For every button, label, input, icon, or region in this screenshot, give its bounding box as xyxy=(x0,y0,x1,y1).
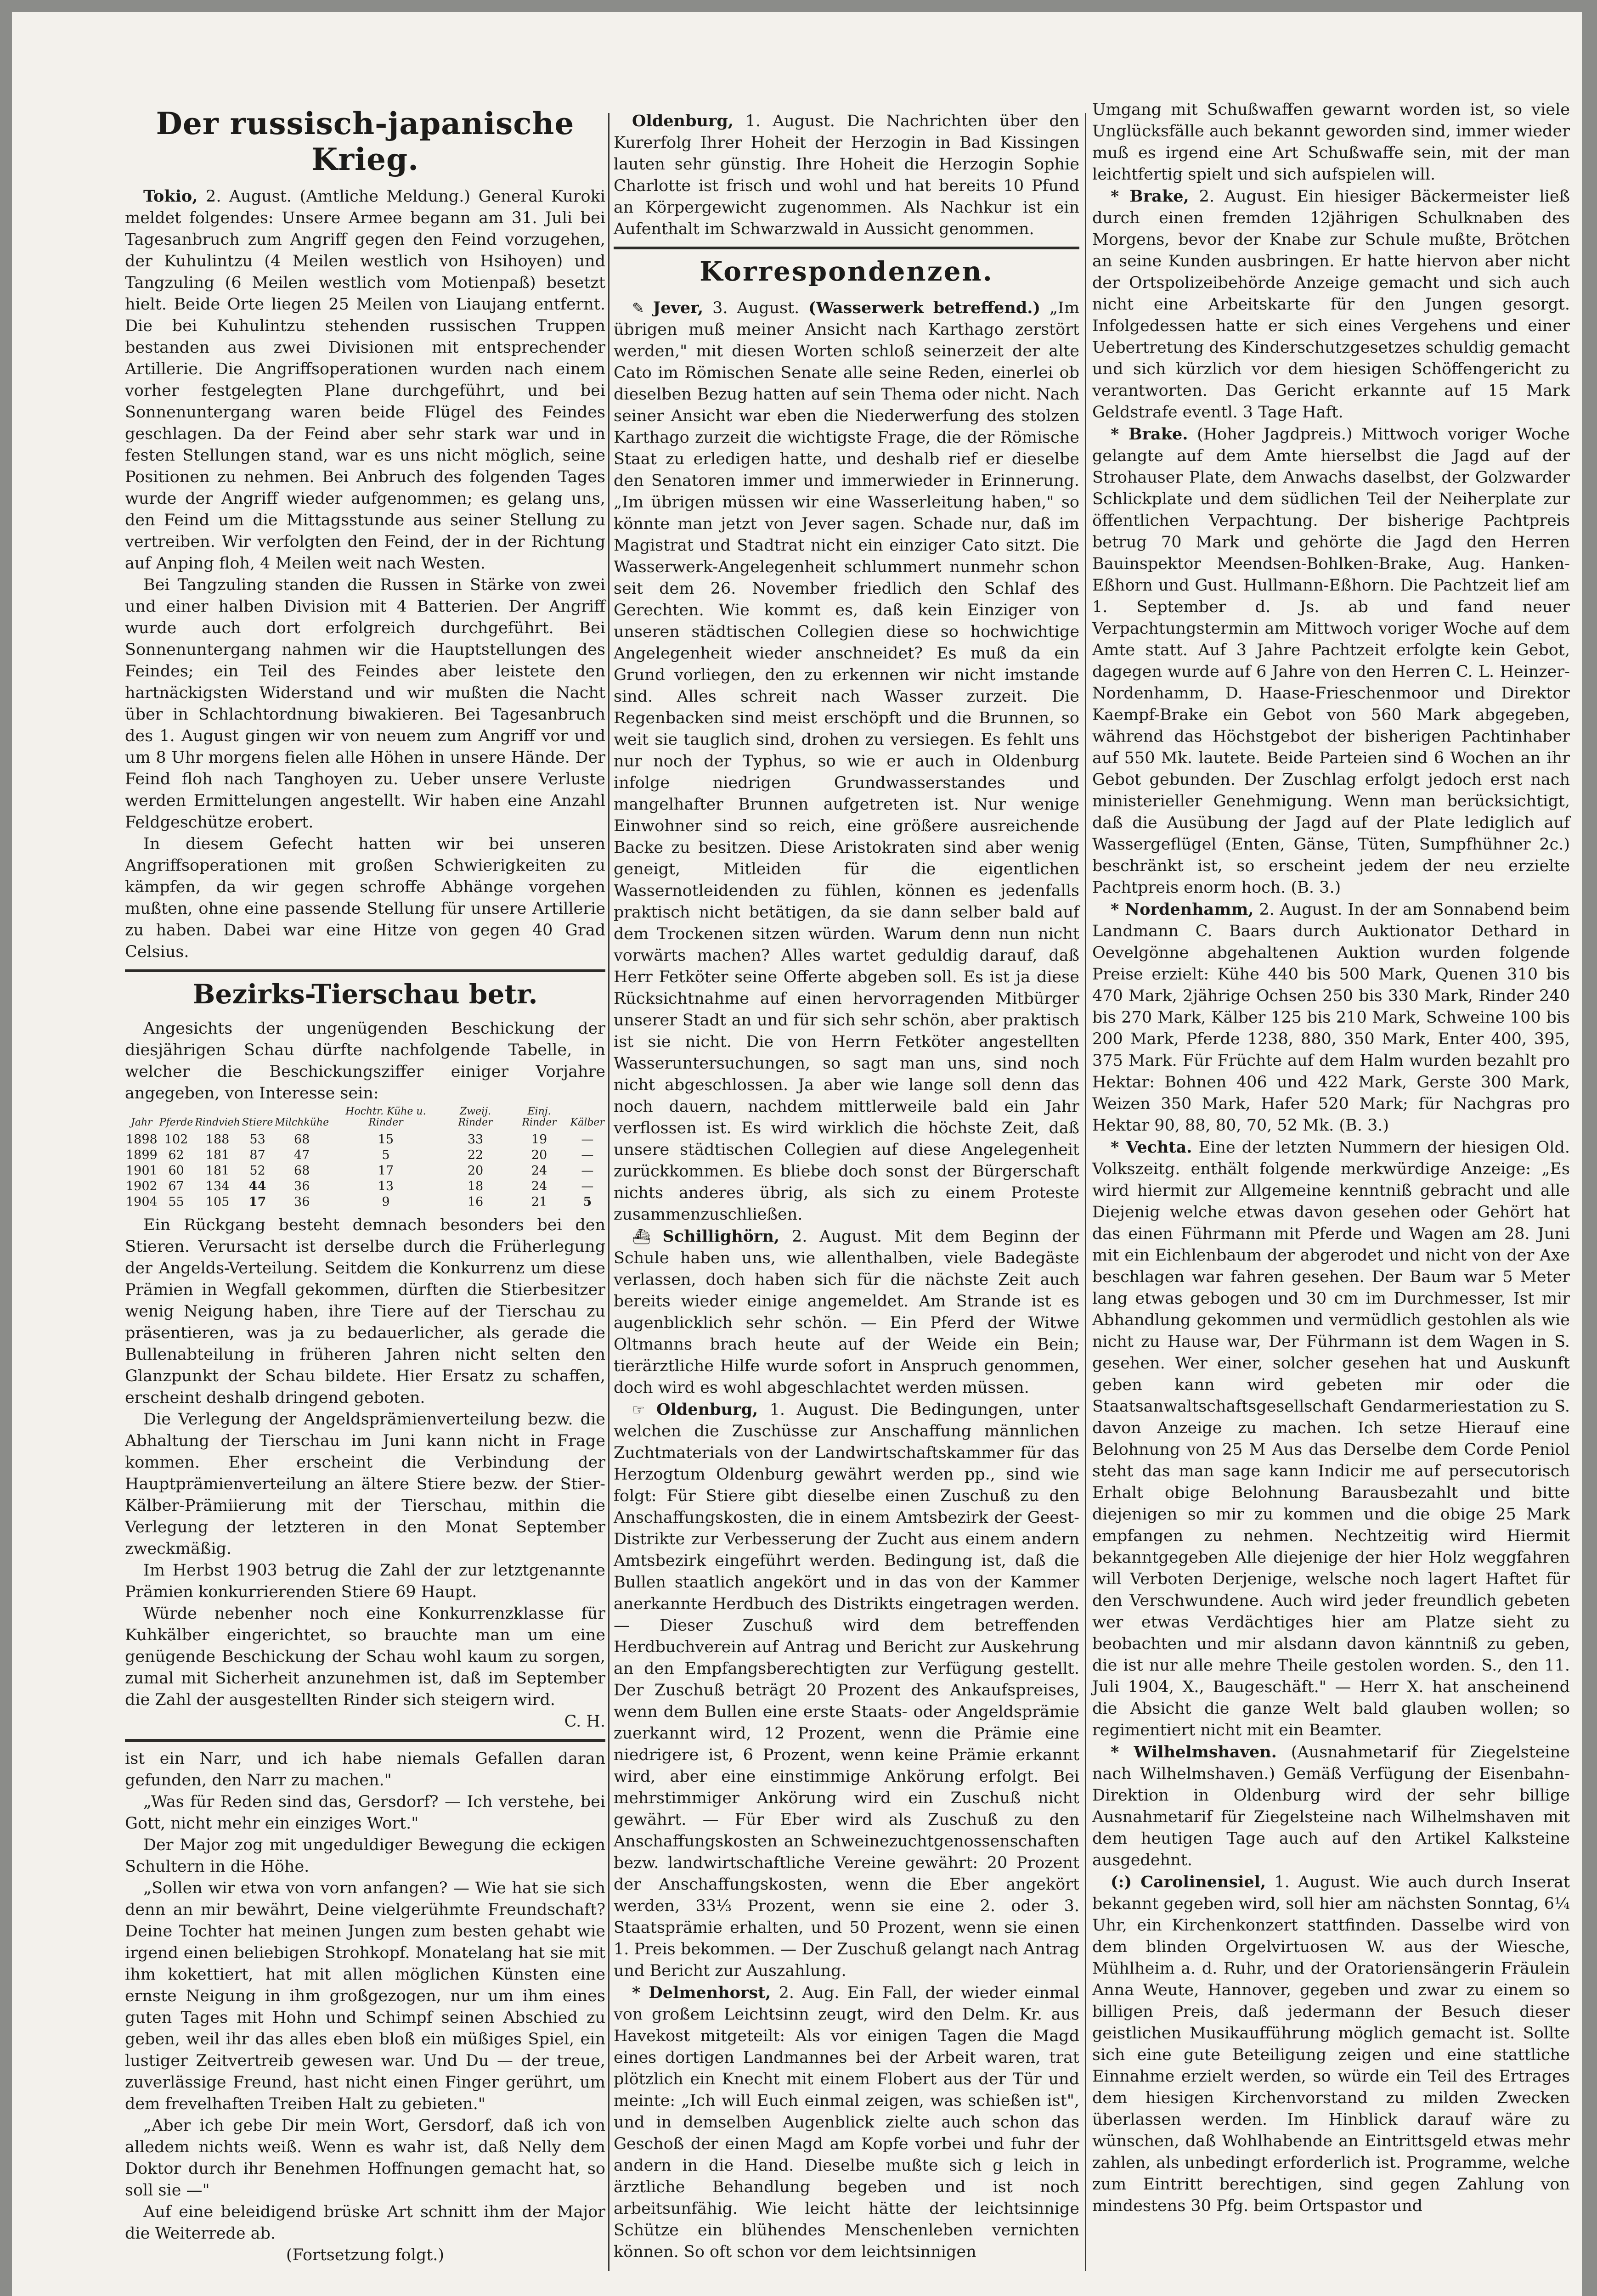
continuation-note: (Fortsetzung folgt.) xyxy=(286,2246,445,2264)
table-row: 1899 62 181 87 47 5 22 20 — xyxy=(126,1148,594,1162)
dateline: (:) Carolinensiel, xyxy=(1111,1873,1266,1891)
paragraph: „Aber ich gebe Dir mein Wort, Gersdorf, daß ich von alledem nichts weiß. Wenn es wahr ist, daß Nelly dem Doktor durch ihr Benehmen Hoffnungen gemacht hat, so soll sie —" xyxy=(125,2116,605,2200)
pointing-hand-icon: ☞ xyxy=(632,1401,657,1418)
column-header: Zweij. Rinder xyxy=(458,1106,493,1128)
paragraph: ☞ Oldenburg, 1. August. Die Bedingungen, unter welchen die Zuschüsse zur Anschaffung männlichen Zuchtmaterials von der Landwirtschaftskammer für das Herzogtum Oldenburg gewährt werden pp., sind wie folgt: Für Stiere gibt dieselbe einen Zuschuß zu den Anschaffungskosten, die in einem Amtsbezirk der Geest-Distrikte zur Verbesserung der Zucht aus einem andern Amtsbezirk eingeführt werden. Bedingung ist, daß die Bullen staatlich angekört und in das von der Kammer anerkannte Herdbuch des Distrikts eingetragen werden. — Dieser Zuschuß wird dem betreffenden Herdbuchverein auf Antrag und Bericht zur Auskehrung an den Empfangsberechtigten zur Verfügung gestellt. Der Zuschuß beträgt 20 Prozent des Ankaufspreises, wenn dem Bullen eine erste Staats- oder Angeldsprämie zuerkannt wird, 12 Prozent, wenn die Prämie eine niedrigere ist, 6 Prozent, wenn keine Prämie erkannt wird, aber eine einstimmige Ankörung erfolgt. Bei mehrstimmiger Ankörung wird ein Zuschuß nicht gewährt. — Für Eber wird als Zuschuß zu den Anschaffungskosten an Schweinezuchtgenossenschaften bezw. landwirtschaftliche Vereine gewährt: 20 Prozent der Anschaffungskosten, wenn die Eber angekört werden, 33⅓ Prozent, wenn sie eine 2. oder 3. Staatsprämie erhalten, und 50 Prozent, wenn sie einen 1. Preis bekommen. — Der Zuschuß gelangt nach Antrag und Bericht zur Auszahlung. xyxy=(614,1400,1080,1980)
dateline: Oldenburg, xyxy=(656,1400,758,1419)
show-title: Bezirks-Tierschau betr. xyxy=(192,979,538,1010)
livestock-table xyxy=(125,1106,605,1210)
column-header: Pferde xyxy=(159,1117,193,1128)
paragraph: (:) Carolinensiel, 1. August. Wie auch durch Inserat bekannt gegeben wird, soll hier am nächsten Sonntag, 6¼ Uhr, ein Kirchenkonzert stattfinden. Dasselbe wird von dem blinden Orgelvirtuosen W. aus der Wiesche, Mühlheim a. d. Ruhr, und der Oratoriensängerin Fräulein Anna Weute, Hannover, gegeben und zwar zu einem so billigen Preis, daß jedermann der Besuch dieser geistlichen Musikaufführung möglich gemacht ist. Sollte sich eine gute Beteiligung zeigen und eine stattliche Einnahme erzielt werden, so würde ein Teil des Ertrages dem hiesigen Kirchenvorstand zu milden Zwecken überlassen werden. Im Hinblick darauf wäre zu wünschen, daß Wohlhabende an Eintrittsgeld etwas mehr zahlen, als unbedingt erforderlich ist. Programme, welche zum Eintritt berechtigen, sind gegen Zahlung von mindestens 30 Pfg. beim Ortspastor und xyxy=(1092,1873,1570,2215)
section-rule xyxy=(125,969,605,972)
paragraph: * Brake, 2. August. Ein hiesiger Bäckermeister ließ durch einen fremden 12jährigen Schulknaben des Morgens, bevor der Knabe zur Schule mußte, Brötchen an seine Kunden ausbringen. Er hatte hiervon aber nicht der Ortspolizeibehörde Anzeige gemacht und sich auch nicht eine Arbeitskarte für den Jungen gesorgt. Infolgedessen hatte er sich eines Vergehens und einer Uebertretung des Kinderschutzgesetzes schuldig gemacht und sich kürzlich vor dem hiesigen Schöffengericht zu verantworten. Das Gericht erkannte auf 15 Mark Geldstrafe eventl. 3 Tage Haft. xyxy=(1092,187,1570,422)
column-2 xyxy=(614,99,1079,2263)
paragraph: Oldenburg, 1. August. Die Nachrichten über den Kurerfolg Ihrer Hoheit der Herzogin in Bad Kissingen lauten sehr günstig. Ihre Hoheit die Herzogin Sophie Charlotte ist frisch und wohl und hat bereits 10 Pfund an Körpergewicht zugenommen. Als Nachkur ist ein Aufenthalt im Schwarzwald in Aussicht genommen. xyxy=(614,112,1079,238)
paragraph: Auf eine beleidigend brüske Art schnitt ihm der Major die Weiterrede ab. xyxy=(125,2203,605,2243)
paragraph: In diesem Gefecht hatten wir bei unseren Angriffsoperationen mit großen Schwierigkeiten zu kämpfen, da wir gegen schroffe Abhänge vorgehen mußten, ohne eine passende Stellung für unsere Artillerie zu haben. Dabei war eine Hitze von gegen 40 Grad Celsius. xyxy=(125,835,605,961)
column-header: Milchkühe xyxy=(275,1117,329,1128)
paragraph: Tokio, 2. August. (Amtliche Meldung.) General Kuroki meldet folgendes: Unsere Armee begann am 31. Juli bei Tagesanbruch zum Angriff gegen den Feind vorzugehen, der Kuhulintzu (4 Meilen westlich von Hsihoyen) und Tangzuling (6 Meilen westlich vom Motienpaß) besetzt hielt. Beide Orte liegen 25 Meilen von Liaujang entfernt. Die bei Kuhulintzu stehenden russischen Truppen bestanden aus zwei Divisionen mit entsprechender Artillerie. Die Angriffsoperationen wurden nach einem vorher festgelegten Plane durchgeführt, und bei Sonnenuntergang waren beide Flügel des Feindes geschlagen. Da der Feind aber sehr stark war und in festen Stellungen stand, war es uns nicht möglich, seine Positionen zu nehmen. Bei Anbruch des folgenden Tages wurde der Angriff wieder aufgenommen; es gelang uns, den Feind um die Mittagsstunde aus seiner Stellung zu vertreiben. Wir verfolgten den Feind, der in der Richtung auf Anping floh, 4 Meilen weit nach Westen. xyxy=(125,187,605,573)
dateline: * Vechta. xyxy=(1111,1138,1192,1157)
column-1 xyxy=(125,99,605,2266)
paragraph: * Delmenhorst, 2. Aug. Ein Fall, der wieder einmal von großem Leichtsinn zeugt, wird den Delm. Kr. aus Havekost mitgeteilt: Als vor einigen Tagen die Magd eines dortigen Landmannes bei der Arbeit waren, trat plötzlich ein Knecht mit einem Flobert aus der Tür und meinte: „Ich will Euch einmal zeigen, was schießen ist", und in demselben Augenblick zielte auch schon das Geschoß der einen Magd am Kopfe vorbei und fuhr der andern in die Hand. Dieselbe mußte sich g leich in ärztliche Behandlung begeben und ist noch arbeitsunfähig. Wie leicht hätte der leichtsinnige Schütze ein blühendes Menschenleben vernichten können. So oft schon vor dem leichtsinnigen xyxy=(614,1983,1079,2261)
paragraph: Würde nebenher noch eine Konkurrenzklasse für Kuhkälber eingerichtet, so brauchte man um eine genügende Beschickung der Schau wohl kaum zu sorgen, zumal mit Sicherheit anzunehmen ist, daß im September die Zahl der ausgestellten Rinder sich steigern wird. xyxy=(125,1604,605,1709)
table-row: 1904 55 105 17 36 9 16 21 5 xyxy=(126,1195,592,1209)
dateline: Schillighörn, xyxy=(662,1227,780,1246)
newspaper-page xyxy=(12,12,1582,2296)
dateline: Tokio, xyxy=(143,187,198,206)
author-signature: C. H. xyxy=(564,1712,605,1731)
war-title: Der russisch-japanische Krieg. xyxy=(156,106,575,177)
column-rule xyxy=(608,113,609,2271)
dateline: Jever, xyxy=(653,298,704,317)
paragraph: Bei Tangzuling standen die Russen in Stärke von zwei und einer halben Division mit 4 Batterien. Der Angriff wurde auch dort erfolgreich durchgeführt. Bei Sonnenuntergang nahmen wir die Hauptstellungen des Feindes; ein Teil des Feindes aber leistete den hartnäckigsten Widerstand und wir mußten die Nacht über in Schlachtordnung biwakieren. Bei Tagesanbruch des 1. August gingen wir von neuem zum Angriff vor und um 8 Uhr morgens fielen alle Höhen in unsere Hände. Der Feind floh nach Tanghoyen zu. Ueber unsere Verluste werden Ermittelungen angestellt. Wir haben eine Anzahl Feldgeschütze erobert. xyxy=(125,576,605,832)
table-row: 1898 102 188 53 68 15 33 19 — xyxy=(126,1132,594,1147)
paragraph: Der Major zog mit ungeduldiger Bewegung die eckigen Schultern in die Höhe. xyxy=(125,1836,605,1876)
paragraph: * Vechta. Eine der letzten Nummern der hiesigen Old. Volkszeitg. enthält folgende merkwürdige Anzeige: „Es wird hiermit zur Allgemeine kenntniß gebracht und alle Diejenig welche etwas davon gesehen oder Gehört hat das einen Führmann mit Pferde und Wagen am 28. Juni mit ein Eichlenbaum der abgerodet und nicht von der Axe beschlagen war fahren gesehen. Der Baum war 5 Meter lang etwas gebogen und 30 cm im Durchmesser, Ist mir Abhandlung gekommen und vermüdlich gestohlen als wie nicht zu Hause war, Der Führmann ist dem Wagen in S. gesehen. Wer einer, solcher gesehen hat und Auskunft geben kann wird gebeten mir oder die Staatsanwaltschaftsgesellschaft Gendarmeriestation zu S. davon Anzeige zu machen. Ich setze Hierauf eine Belohnung von 25 M Aus das Derselbe dem Corde Peniol steht das man sage kann Indicir me auf persecutorisch Erhalt obige Belohnung Barausbezahlt und bitte diejenigen so mir zu kommen und die obige 25 Mark empfangen zu nehmen. Nechtzeitig wird Hiermit bekanntgegeben Alle diejenige der hier Holz weggfahren will Verboten Derjenige, welsche noch lagert Haftet für den Verschwundene. Auch wird jeder freundlich gebeten wer etwas Verdächtiges hier am Platze sieht zu beobachten und mir alsdann davon känntniß zu geben, die ist nur alle mehre Theile gestolen worden. S., den 11. Juli 1904, X., Baugeschäft." — Herr X. hat anscheinend die Absicht die ganze Welt bald glauben wollen; so regimentiert nicht mit ein Beamter. xyxy=(1092,1138,1570,1739)
dateline: * Nordenhamm, xyxy=(1111,900,1254,919)
column-rule xyxy=(1085,113,1086,2271)
ship-icon: ⛴ xyxy=(632,1228,663,1245)
column-3 xyxy=(1092,99,1570,2217)
paragraph: „Sollen wir etwa von vorn anfangen? — Wie hat sie sich denn an mir bewährt, Deine vielgerühmte Freundschaft? Deine Tochter hat meinen Jungen zum besten gehabt wie irgend einen beliebigen Strohkopf. Monatelang hat sie mit ihm kokettiert, hat mit allen möglichen Künsten eine ernste Neigung in ihm großgezogen, nur um ihm eines guten Tages mit Hohn und Schimpf seinen Abschied zu geben, weil ihr das alles eben bloß ein müßiges Spiel, ein lustiger Zeitvertreib gewesen war. Und Du — der treue, zuverlässige Freund, hast nicht einen Finger gerührt, um dem frevelhaften Treiben Halt zu gebieten." xyxy=(125,1879,605,2113)
paragraph: Umgang mit Schußwaffen gewarnt worden ist, so viele Unglücksfälle auch bekannt geworden sind, immer wieder muß es irgend eine Art Schußwaffe sein, mit der man leichtfertig spielt und sich aufspielen will. xyxy=(1092,101,1570,184)
column-header: Kälber xyxy=(570,1117,604,1128)
section-rule xyxy=(125,1739,605,1742)
column-header: Jahr xyxy=(131,1117,152,1128)
paragraph: ⛴ Schillighörn, 2. August. Mit dem Beginn der Schule haben uns, wie allenthalben, viele Badegäste verlassen, doch haben sich für die nächste Zeit auch bereits wieder einige angemeldet. Am Strande ist es augenblicklich sehr schön. — Ein Pferd der Witwe Oltmanns brach heute auf der Weide ein Bein; tierärztliche Hilfe wurde sofort in Anspruch genommen, doch wird es wohl abgeschlachtet werden müssen. xyxy=(614,1227,1079,1397)
dateline: * Brake. xyxy=(1111,425,1188,444)
paragraph: * Wilhelmshaven. (Ausnahmetarif für Ziegelsteine nach Wilhelmshaven.) Gemäß Verfügung der Eisenbahn-Direktion in Oldenburg wird der sehr billige Ausnahmetarif für Ziegelsteine nach Wilhelmshaven mit dem heutigen Tage auch auf den Artikel Kalksteine ausgedehnt. xyxy=(1092,1743,1570,1869)
dateline: * Brake, xyxy=(1111,187,1189,206)
paragraph: Im Herbst 1903 betrug die Zahl der zur letztgenannte Prämien konkurrierenden Stiere 69 Haupt. xyxy=(125,1561,605,1601)
section-rule xyxy=(614,247,1079,249)
paragraph: ✎ Jever, 3. August. (Wasserwerk betreffend.) „Im übrigen muß meiner Ansicht nach Karthago zerstört werden," mit diesen Worten schloß seinerzeit der alte Cato im Römischen Senate alle seine Reden, einerlei ob dieselben Bezug hatten auf sein Thema oder nicht. Nach seiner Ansicht war eben die Niederwerfung des stolzen Karthago zurzeit die wichtigste Frage, die der Römische Staat zu erledigen hatte, und deshalb rief er dieselbe den Senatoren immer und immerwieder in Erinnerung. „Im übrigen müssen wir eine Wasserleitung haben," so könnte man jetzt von Jever sagen. Schade nur, daß im Magistrat und Stadtrat nicht ein einziger Cato sitzt. Die Wasserwerk-Angelegenheit schlummert nunmehr schon seit dem 26. November friedlich den Schlaf des Gerechten. Wie kommt es, daß kein Einziger von unseren städtischen Collegien diese so hochwichtige Angelegenheit wieder anschneidet? Es muß da ein Grund vorliegen, den zu erkennen wir nicht imstande sind. Alles schreit nach Wasser zurzeit. Die Regenbacken sind meist erschöpft und die Brunnen, so weit sie tauglich sind, drohen zu versiegen. Es fehlt uns nur noch der Typhus, so wie er auch in Oldenburg infolge niedrigen Grundwasserstandes und mangelhafter Brunnen aufgetreten ist. Nur wenige Einwohner sind so reich, eine größere ausreichende Backe zu besitzen. Diese Aristokraten sind aber wenig geneigt, Mitleiden für die eigentlichen Wassernotleidenden zu fühlen, können es jedenfalls praktisch nicht betätigen, da sie dann selber bald auf dem Trockenen sitzen würden. Warum denn nun nicht vorwärts machen? Alles wartet geduldig darauf, daß Herr Fetköter seine Offerte abgeben soll. Es ist ja diese Rücksichtnahme auf einen hervorragenden Mitbürger unserer Stadt an und für sich sehr schön, aber praktisch ist sie nicht. Die von Herrn Fetköter angestellten Wasseruntersuchungen, so sagt man uns, sind noch nicht abgeschlossen. Ja aber wie lange soll denn das noch dauern, nachdem mittlerweile bald ein Jahr verflossen ist. Es wird wirklich die höchste Zeit, daß unsere städtischen Collegien auf diese Angelegenheit zurückkommen. Es bliebe doch sonst der Bürgerschaft nichts anderes übrig, als sich zu einem Proteste zusammenzuschließen. xyxy=(614,298,1080,1224)
column-header: Rindvieh xyxy=(195,1117,240,1128)
paragraph: * Nordenhamm, 2. August. In der am Sonnabend beim Landmann C. Baars durch Auktionator Dethard in Oevelgönne abgehaltenen Auktion wurden folgende Preise erzielt: Kühe 440 bis 500 Mark, Quenen 310 bis 470 Mark, 2jährige Ochsen 250 bis 330 Mark, Rinder 240 bis 270 Mark, Kälber 125 bis 210 Mark, Schweine 100 bis 200 Mark, Pferde 1238, 880, 350 Mark, Enter 400, 395, 375 Mark. Für Früchte auf dem Halm wurden bezahlt pro Hektar: Bohnen 406 und 422 Mark, Gerste 300 Mark, Weizen 350 Mark, Hafer 520 Mark; für Nachgras pro Hektar 90, 88, 80, 70, 52 Mk. (B. 3.) xyxy=(1092,900,1570,1135)
table-row: 1902 67 134 44 36 13 18 24 — xyxy=(126,1179,594,1193)
correspondence-title: Korrespondenzen. xyxy=(700,256,993,287)
paragraph: „Was für Reden sind das, Gersdorf? — Ich verstehe, bei Gott, nicht mehr ein einziges Wort." xyxy=(125,1793,605,1833)
table-header-row xyxy=(125,1106,605,1132)
paragraph: Ein Rückgang besteht demnach besonders bei den Stieren. Verursacht ist derselbe durch die Früherlegung der Angelds-Verteilung. Seitdem die Konkurrenz um diese Prämien in Wegfall gekommen, dürften die Stierbesitzer wenig Neigung haben, ihre Tiere auf der Tierschau zu präsentieren, was ja zu bedauerlicher, als gerade die Bullenabteilung in früheren Jahren nicht selten den Glanzpunkt der Schau bildete. Hier Ersatz zu schaffen, erscheint deshalb dringend geboten. xyxy=(125,1216,605,1407)
dateline: * Wilhelmshaven. xyxy=(1111,1743,1277,1761)
quill-icon: ✎ xyxy=(632,299,653,317)
paragraph: * Brake. (Hoher Jagdpreis.) Mittwoch voriger Woche gelangte auf dem Amte hierselbst die Jagd auf der Strohauser Plate, dem Anwachs daselbst, der Golzwarder Schlickplate und dem südlichen Teil der Neiherplate zur öffentlichen Verpachtung. Der bisherige Pachtpreis betrug 70 Mark und gehörte die Jagd den Herren Bauinspektor Meendsen-Bohlken-Brake, Aug. Hanken-Eßhorn und Gust. Hullmann-Eßhorn. Die Pachtzeit lief am 1. September d. Js. ab und fand neuer Verpachtungstermin am Mittwoch voriger Woche auf dem Amte statt. Auf 3 Jahre Pachtzeit erfolgte kein Gebot, dagegen wurde auf 6 Jahre von den Herren C. L. Heinzer-Nordenhamm, D. Haase-Frieschenmoor und Direktor Kaempf-Brake ein Gebot von 560 Mark abgegeben, während das Höchstgebot der bisherigen Pachtinhaber auf 550 Mk. lautete. Beide Parteien sind 6 Wochen an ihr Gebot gebunden. Der Zuschlag erfolgt jedoch erst nach ministerieller Genehmigung. Wenn man berücksichtigt, daß die Ausübung der Jagd auf der Plate lediglich auf Wassergeflügel (Enten, Gänse, Tüten, Sumpfhühner 2c.) beschränkt ist, so erscheint jedem der neu erzielte Pachtpreis enorm hoch. (B. 3.) xyxy=(1092,425,1570,897)
column-header: Hochtr. Kühe u. Rinder xyxy=(345,1106,426,1128)
dateline: Oldenburg, xyxy=(632,112,734,130)
column-header: Einj. Rinder xyxy=(522,1106,557,1128)
paragraph: Angesichts der ungenügenden Beschickung der diesjährigen Schau dürfte nachfolgende Tabelle, in welcher die Beschickungsziffer einiger Vorjahre angegeben, von Interesse sein: xyxy=(125,1019,605,1103)
table-row: 1901 60 181 52 68 17 20 24 — xyxy=(126,1164,594,1178)
column-header: Stiere xyxy=(242,1117,273,1128)
paragraph: ist ein Narr, und ich habe niemals Gefallen daran gefunden, den Narr zu machen." xyxy=(125,1750,605,1790)
paragraph: Die Verlegung der Angeldsprämienverteilung bezw. die Abhaltung der Tierschau im Juni kann nicht in Frage kommen. Eher erscheint die Verbindung der Hauptprämienverteilung an ältere Stiere bezw. der Stier-Kälber-Prämiierung mit der Tierschau, mithin die Verlegung der letzteren in den Monat September zweckmäßig. xyxy=(125,1410,605,1558)
dateline: * Delmenhorst, xyxy=(632,1983,771,2002)
